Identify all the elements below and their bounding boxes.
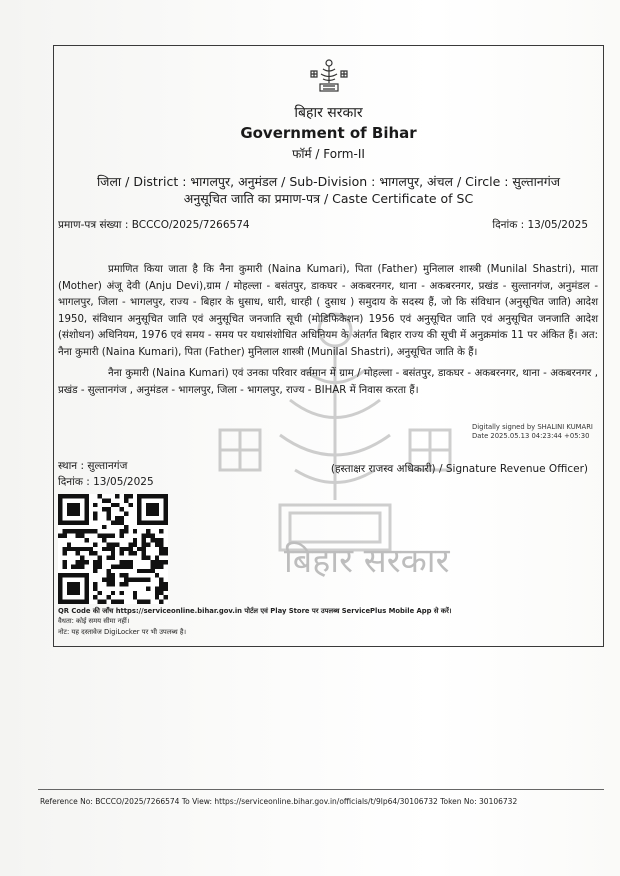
certificate-title: अनुसूचित जाति का प्रमाण-पत्र / Caste Certificate of SC [183,191,474,206]
govt-title-hindi: बिहार सरकार [294,105,363,121]
issue-date: दिनांक : 13/05/2025 [58,476,154,488]
footer-divider [38,789,604,790]
place-label: स्थान : सुल्तानगंज [58,460,128,472]
watermark-text: बिहार सरकार [284,541,450,581]
digital-sign-date: Date 2025.05.13 04:23:44 +05:30 [472,432,590,440]
digilocker-note: नोट: यह दस्तावेज DigiLocker पर भी उपलब्ध है। [58,628,187,636]
certificate-date: दिनांक : 13/05/2025 [492,219,588,231]
digital-signer: Digitally signed by SHALINI KUMARI [472,423,593,431]
qr-code-icon[interactable] [58,494,168,604]
certificate-number: प्रमाण-पत्र संख्या : BCCCO/2025/7266574 [58,219,250,231]
officer-signature-label: (हस्ताक्षर राजस्व अधिकारी) / Signature Revenue Officer) [330,463,588,475]
validity-note: वैधता: कोई समय सीमा नहीं। [58,617,130,625]
reference-footer: Reference No: BCCCO/2025/7266574 To View: https://serviceonline.bihar.gov.in/officials/t/9lp64/30106732 Token No: 30106732 [40,797,518,806]
form-label: फॉर्म / Form-II [292,147,365,161]
certificate-body-paragraph: प्रमाणित किया जाता है कि नैना कुमारी (Naina Kumari), पिता (Father) मुनिलाल शास्त्री (Munilal Shastri), माता (Mother) अंजू देवी (Anju Devi),ग्राम / मोहल्ला - बसंतपुर, डाकघर - अकबरनगर, थाना - अकबरनगर, प्रखंड - सुल्तानगंज, अनुमंडल - भागलपुर, जिला - भागलपुर, राज्य - बिहार के धुसाध, धारी, धारही ( दुसाध ) समुदाय के सदस्य हैं, जो कि संविधान (अनुसूचित जाति) आदेश 1950, संविधान अनुसूचित जाति एवं अनुसूचित जनजाति सूची (मोडिफिकेशन) 1956 एवं अनुसूचित जाति एवं अनुसूचित जनजाति आदेश (संशोधन) अधिनियम, 1976 एवं समय - समय पर यथासंशोधित अधिनियम के अंतर्गत बिहार राज्य की सूची में अनुक्रमांक 11 पर अंकित हैं। अत: नैना कुमारी (Naina Kumari), पिता (Father) मुनिलाल शास्त्री (Munilal Shastri), अनुसूचित जाति के हैं। [58,264,598,358]
district-line: जिला / District : भागलपुर, अनुमंडल / Sub-Division : भागलपुर, अंचल / Circle : सुल्तानगंज [96,174,561,189]
bihar-emblem-icon [303,57,355,97]
residence-paragraph: नैना कुमारी (Naina Kumari) एवं उनका परिवार वर्तमान में ग्राम / मोहल्ला - बसंतपुर, डाकघर - अकबरनगर, थाना - अकबरनगर , प्रखंड - सुल्तानगंज , अनुमंडल - भागलपुर, जिला - भागलपुर, राज्य - BIHAR में निवास करता हैं। [58,368,598,396]
qr-verify-note: QR Code की जाँच https://serviceonline.bihar.gov.in पोर्टल एवं Play Store पर उपलब्ध ServicePlus Mobile App से करें। [58,607,452,615]
govt-title-english: Government of Bihar [240,124,417,142]
digital-signature [472,423,593,441]
